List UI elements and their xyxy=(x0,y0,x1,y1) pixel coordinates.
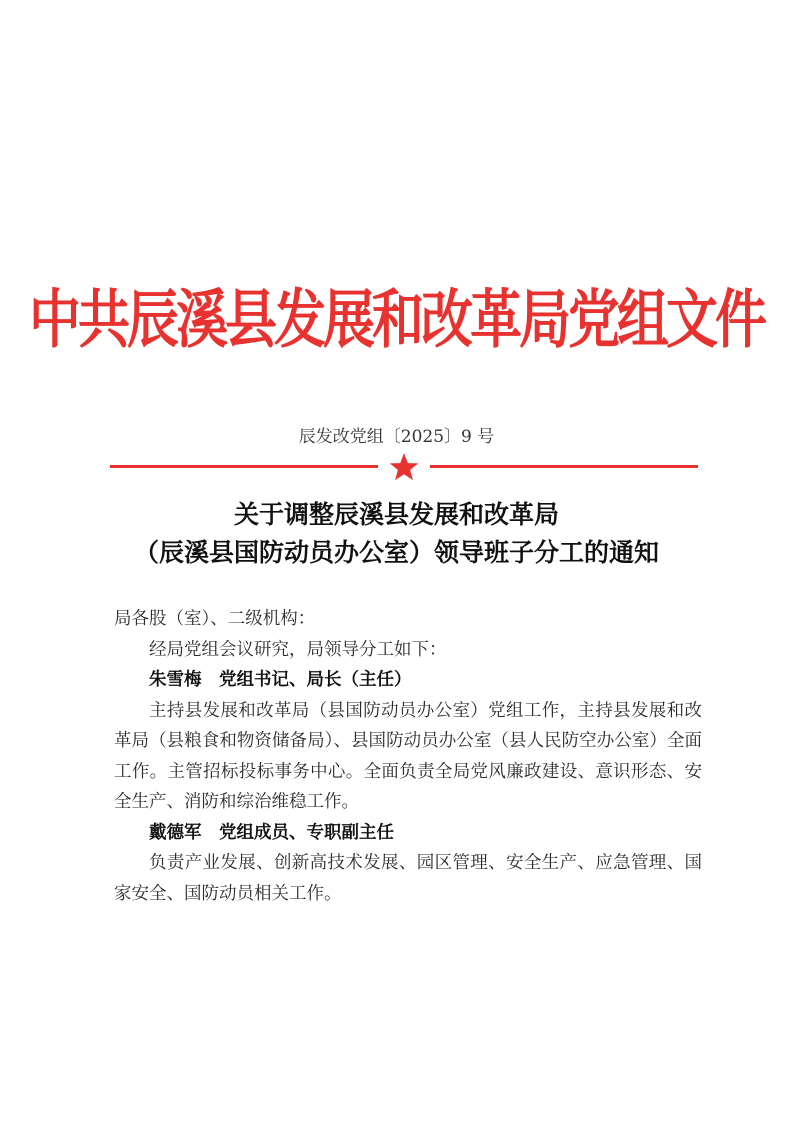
intro-paragraph: 经局党组会议研究，局领导分工如下： xyxy=(149,639,447,660)
recipient-line: 局各股（室）、二级机构： xyxy=(114,609,316,629)
notice-title-line1: 关于调整辰溪县发展和改革局 xyxy=(233,500,559,529)
red-separator xyxy=(110,452,698,482)
document-number: 辰发改党组〔2025〕9 号 xyxy=(298,427,495,447)
notice-title-line2: （辰溪县国防动员办公室）领导班子分工的通知 xyxy=(133,538,659,567)
leader-heading: 朱雪梅 党组书记、局长（主任） xyxy=(149,670,412,690)
star-icon xyxy=(390,453,419,480)
notice-title xyxy=(0,496,793,572)
leader-heading: 戴德军 党组成员、专职副主任 xyxy=(149,822,394,843)
separator-line-left xyxy=(110,465,378,468)
separator-line-right xyxy=(430,465,698,468)
leader-duties: 负责产业发展、创新高技术发展、园区管理、安全生产、应急管理、国家安全、国防动员相关工作。 xyxy=(114,853,702,904)
leader-duties: 主持县发展和改革局（县国防动员办公室）党组工作，主持县发展和改革局（县粮食和物资储备局）、县国防动员办公室（县人民防空办公室）全面工作。主管招标投标事务中心。全面负责全局党风廉政建设、意识形态、安全生产、消防和综治维稳工作。 xyxy=(114,700,702,812)
document-header-title: 中共辰溪县发展和改革局党组文件 xyxy=(28,282,764,358)
document-body xyxy=(114,604,702,909)
